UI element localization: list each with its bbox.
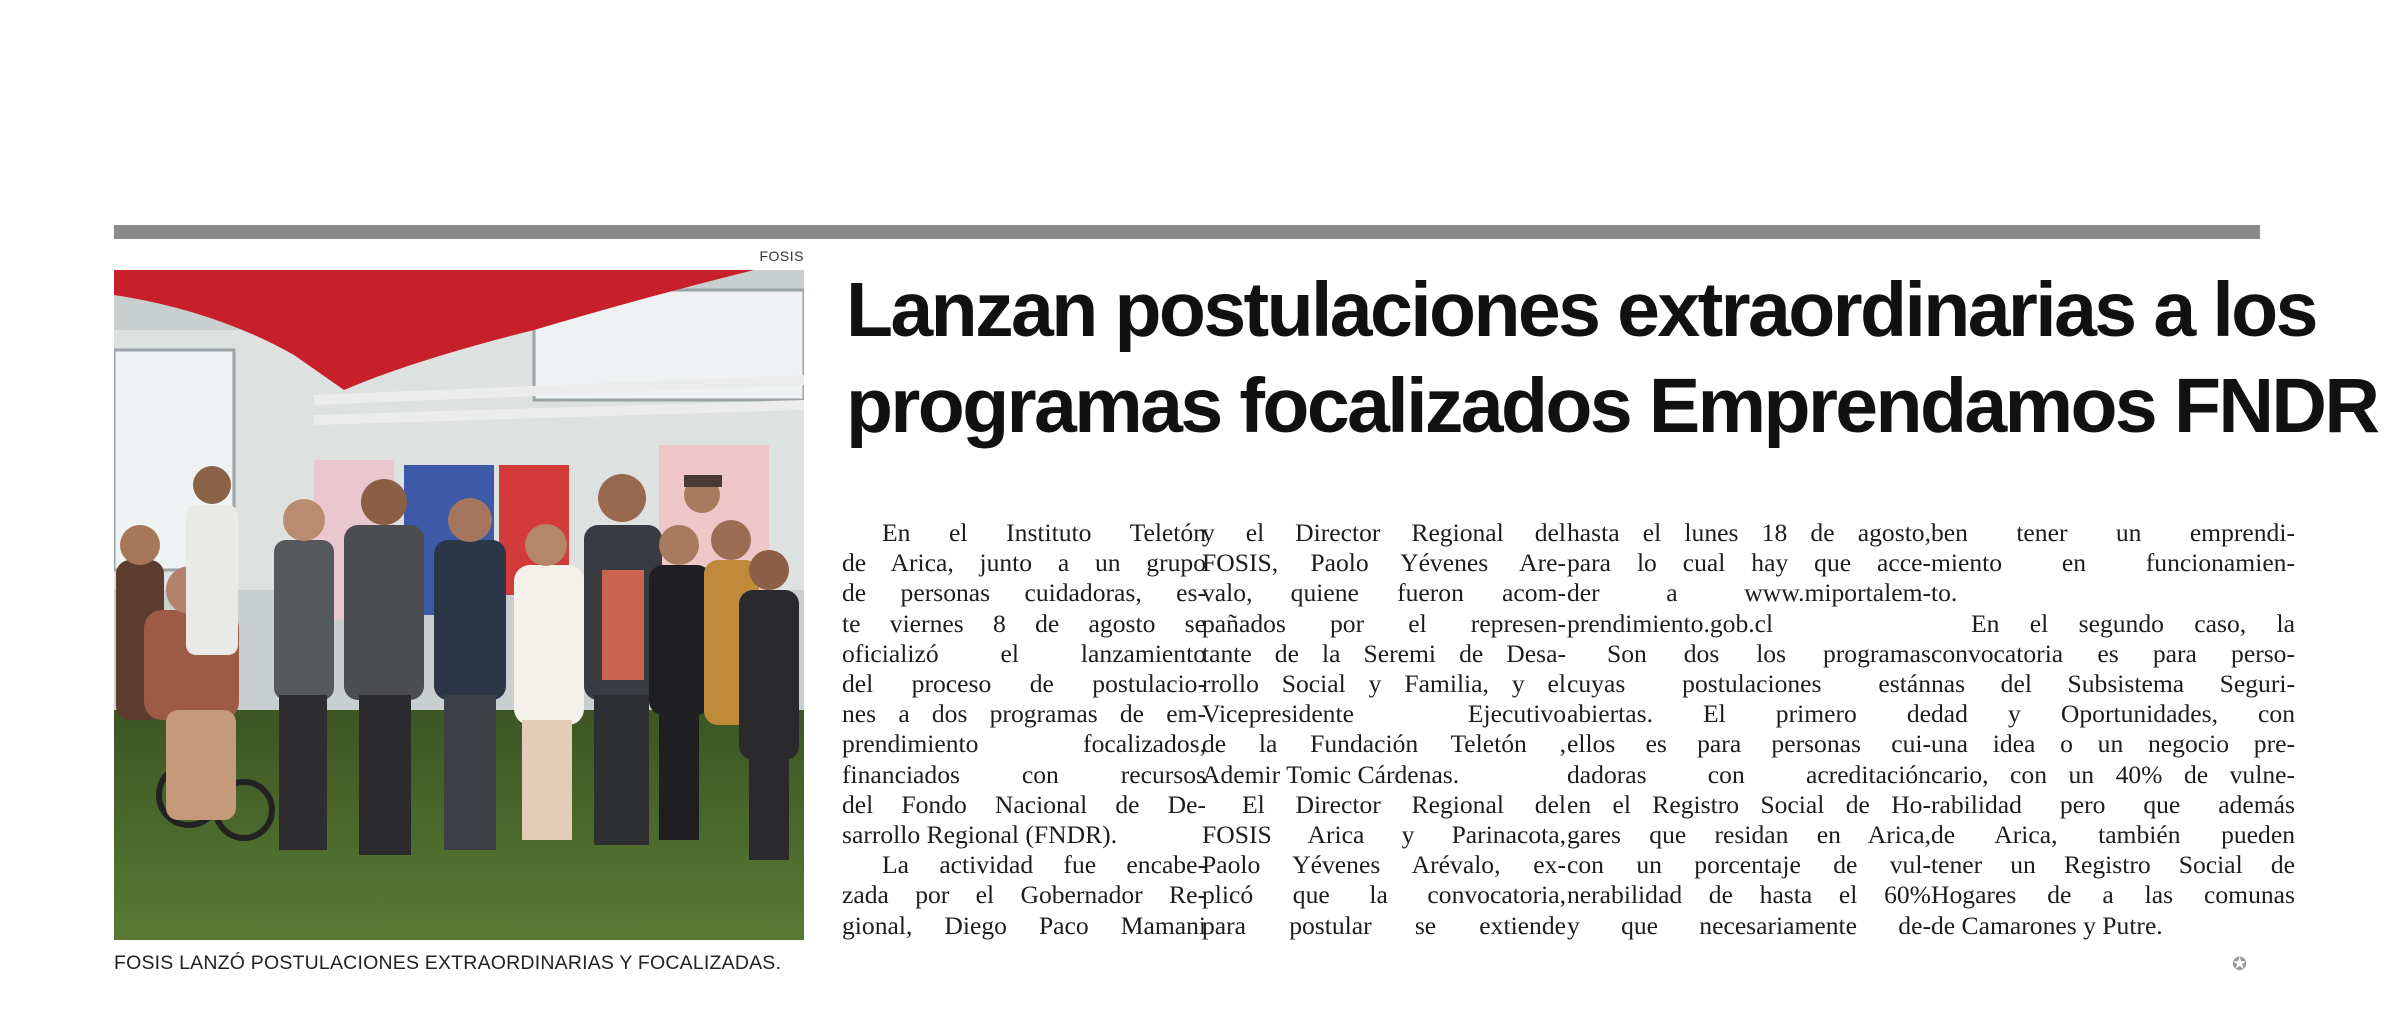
text-line: de la Fundación Teletón ,: [1202, 729, 1566, 759]
text-line: para lo cual hay que acce-: [1567, 548, 1931, 578]
text-line: En el Instituto Teletón: [882, 518, 1206, 547]
text-line: tener un Registro Social de: [1931, 850, 2295, 880]
article-headline: [846, 262, 2378, 454]
article-column-4: [1931, 518, 2295, 941]
text-line: El Director Regional del: [1242, 789, 1566, 819]
text-line: nerabilidad de hasta el 60%: [1567, 880, 1931, 910]
group-photo-illustration: [114, 270, 804, 940]
text-line: para postular se extiende: [1202, 910, 1566, 940]
text-line: valo, quiene fueron acom-: [1202, 578, 1566, 608]
article-photo: [114, 270, 804, 940]
text-line: financiados con recursos: [842, 759, 1206, 789]
text-line: y el Director Regional del: [1202, 518, 1566, 547]
text-line: Paolo Yévenes Arévalo, ex-: [1202, 850, 1566, 880]
text-line: del proceso de postulacio-: [842, 669, 1206, 699]
text-line: abiertas. El primero de: [1567, 699, 1931, 729]
text-line: gares que residan en Arica,: [1567, 820, 1931, 850]
text-line: y que necesariamente de-: [1567, 910, 1931, 940]
text-line: Son dos los programas: [1607, 638, 1931, 668]
article-column-2: [1202, 518, 1566, 941]
photo-caption: FOSIS LANZÓ POSTULACIONES EXTRAORDINARIAS Y FOCALIZADAS.: [114, 952, 782, 974]
headline-line: Lanzan postulaciones extraordinarias a los: [846, 267, 2316, 353]
text-line: ellos es para personas cui-: [1567, 729, 1931, 759]
text-line: de Arica, también pueden: [1931, 820, 2295, 850]
text-line: oficializó el lanzamiento: [842, 638, 1206, 668]
text-line: nes a dos programas de em-: [842, 699, 1206, 729]
text-line: Vicepresidente Ejecutivo: [1202, 699, 1566, 729]
text-line: dadoras con acreditación: [1567, 759, 1931, 789]
text-line: pañados por el represen-: [1202, 608, 1566, 638]
text-line: de Arica, junto a un grupo: [842, 548, 1206, 578]
text-line: der a www.miportalem-: [1567, 578, 1931, 608]
text-line: prendimiento.gob.cl: [1567, 608, 1774, 638]
text-line: gional, Diego Paco Mamani: [842, 910, 1206, 940]
text-line: de personas cuidadoras, es-: [842, 578, 1206, 608]
text-line: prendimiento focalizados,: [842, 729, 1206, 759]
text-line: zada por el Gobernador Re-: [842, 880, 1206, 910]
text-line: dad y Oportunidades, con: [1931, 699, 2295, 729]
text-line: La actividad fue encabe-: [882, 850, 1206, 880]
top-rule: [114, 225, 2260, 239]
text-line: cuyas postulaciones están: [1567, 669, 1931, 699]
text-line: ben tener un emprendi-: [1931, 518, 2295, 547]
text-line: Hogares de a las comunas: [1931, 880, 2295, 910]
article-column-1: [842, 518, 1206, 941]
text-line: convocatoria es para perso-: [1931, 638, 2295, 668]
text-line: rabilidad pero que además: [1931, 789, 2295, 819]
text-line: miento en funcionamien-: [1931, 548, 2295, 578]
text-line: rrollo Social y Familia, y el: [1202, 669, 1566, 699]
star-circle-icon: ✪: [2232, 954, 2248, 975]
text-line: tante de la Seremi de Desa-: [1202, 638, 1566, 668]
text-line: del Fondo Nacional de De-: [842, 789, 1206, 819]
text-line: Ademir Tomic Cárdenas.: [1202, 759, 1460, 789]
text-line: una idea o un negocio pre-: [1931, 729, 2295, 759]
article-column-3: [1567, 518, 1931, 941]
text-line: FOSIS Arica y Parinacota,: [1202, 820, 1566, 850]
text-line: hasta el lunes 18 de agosto,: [1567, 518, 1931, 547]
text-line: En el segundo caso, la: [1971, 608, 2295, 638]
text-line: sarrollo Regional (FNDR).: [842, 820, 1118, 850]
text-line: con un porcentaje de vul-: [1567, 850, 1931, 880]
text-line: de Camarones y Putre.: [1931, 910, 2163, 940]
text-line: en el Registro Social de Ho-: [1567, 789, 1931, 819]
text-line: te viernes 8 de agosto se: [842, 608, 1206, 638]
text-line: cario, con un 40% de vulne-: [1931, 759, 2295, 789]
text-line: FOSIS, Paolo Yévenes Are-: [1202, 548, 1566, 578]
headline-line: programas focalizados Emprendamos FNDR: [846, 363, 2378, 449]
text-line: nas del Subsistema Seguri-: [1931, 669, 2295, 699]
photo-credit: FOSIS: [759, 248, 804, 264]
text-line: plicó que la convocatoria,: [1202, 880, 1566, 910]
text-line: to.: [1931, 578, 1958, 608]
